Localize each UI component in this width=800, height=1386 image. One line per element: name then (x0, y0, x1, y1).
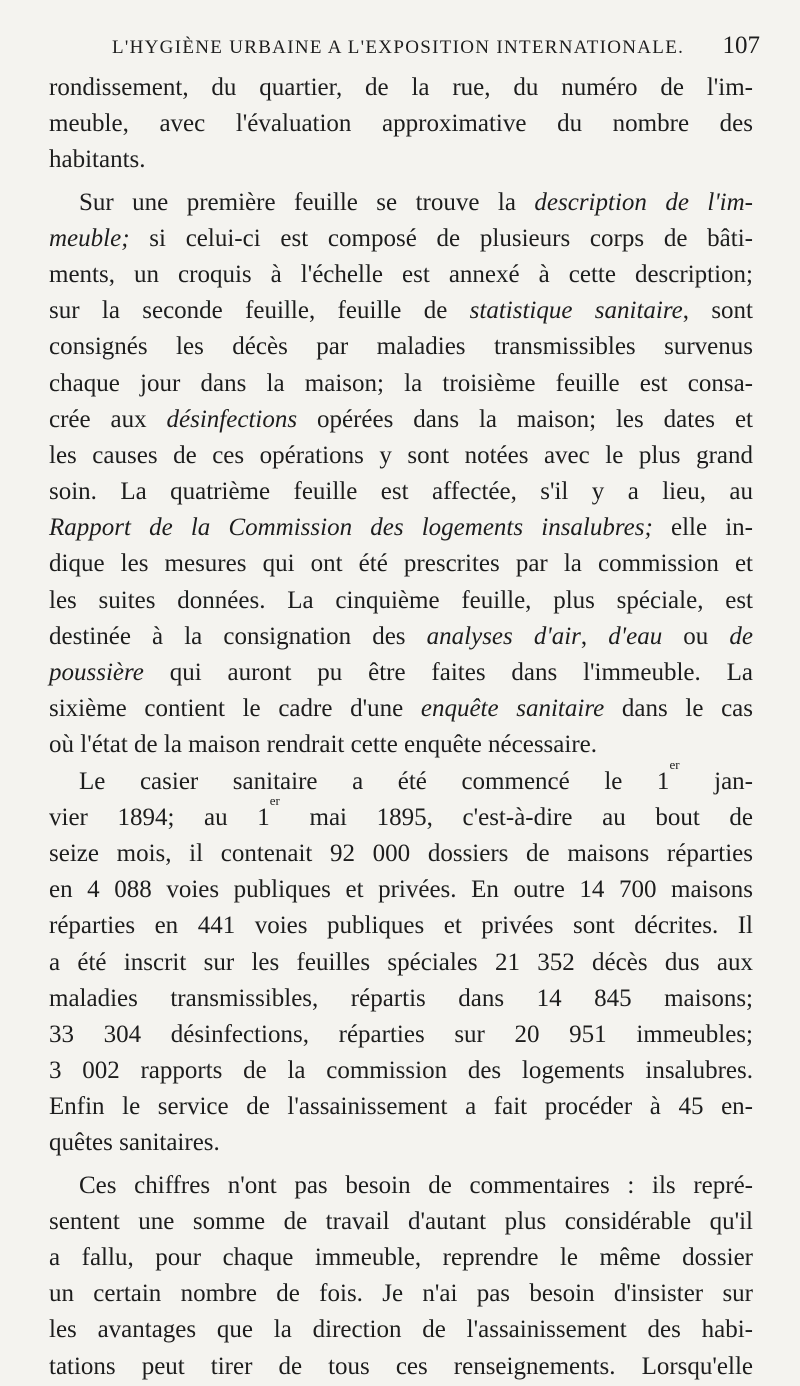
text-line (49, 1053, 753, 1089)
text-segment: si celui-ci est composé de plusieurs corps de bâti- (129, 224, 753, 252)
italic-text: Rapport de la Commission des logements insalubres; (49, 514, 653, 542)
text-segment: a fallu, pour chaque immeuble, reprendre le même dossier (49, 1244, 753, 1271)
text-segment: 3 002 rapports de la commission des logements insalubres. (49, 1057, 753, 1085)
italic-text: meuble; (49, 224, 130, 252)
text-line (49, 583, 753, 619)
text-line (49, 257, 753, 293)
text-line (49, 366, 753, 402)
text-line (49, 1276, 753, 1312)
text-segment: quêtes sanitaires. (49, 1129, 220, 1157)
italic-text: désinfections (166, 405, 298, 433)
text-line (49, 691, 753, 727)
text-line (49, 510, 753, 546)
text-segment: opérées dans la maison; les dates et (297, 405, 753, 433)
text-line (49, 1204, 753, 1240)
italic-text: poussière (49, 659, 144, 686)
text-segment: , sont (682, 297, 753, 325)
text-segment: mai 1895, c'est-à-dire au bout de (279, 803, 753, 831)
text-segment: rondissement, du quartier, de la rue, du numéro de l'im- (49, 74, 753, 101)
text-line (49, 70, 753, 106)
text-line (49, 402, 753, 438)
text-line (49, 727, 753, 763)
text-segment: soin. La quatrième feuille est affectée, s'il y a lieu, au (49, 478, 753, 506)
text-line (49, 1168, 753, 1204)
text-segment: jan- (679, 767, 753, 795)
text-line (49, 1089, 753, 1125)
text-line (49, 106, 753, 142)
superscript: er (269, 793, 280, 809)
text-line (49, 981, 753, 1017)
text-line (49, 142, 753, 178)
superscript: er (669, 757, 680, 773)
text-segment: destinée à la consignation des (49, 622, 427, 650)
italic-text: de (729, 622, 754, 650)
text-segment: vier 1894; au 1 (49, 803, 270, 831)
text-line (49, 793, 753, 836)
text-line (49, 872, 753, 908)
text-segment: les avantages que la direction de l'assainissement des habi- (49, 1316, 753, 1344)
text-segment: , (580, 622, 609, 650)
text-segment: maladies transmissibles, répartis dans 14 845 maisons; (49, 984, 753, 1012)
text-segment: 33 304 désinfections, réparties sur 20 951 immeubles; (49, 1020, 753, 1048)
text-segment: Ces chiffres n'ont pas besoin de commentaires : ils repré- (79, 1171, 753, 1199)
italic-text: description de l'im- (534, 188, 754, 216)
text-line (49, 293, 753, 329)
text-line (49, 836, 753, 872)
text-segment: chaque jour dans la maison; la troisième feuille est consa- (49, 369, 753, 397)
text-line (49, 1017, 753, 1053)
text-line (49, 474, 753, 510)
text-line (49, 438, 753, 474)
text-segment: consignés les décès par maladies transmissibles survenus (49, 333, 753, 361)
text-segment: habitants. (49, 146, 146, 174)
page-number: 107 (722, 32, 760, 59)
text-line (49, 546, 753, 582)
text-segment: en 4 088 voies publiques et privées. En outre 14 700 maisons (49, 876, 753, 904)
italic-text: analyses d'air (426, 622, 581, 650)
text-line (49, 619, 753, 655)
text-segment: qui auront pu être faites dans l'immeuble. La (143, 659, 753, 686)
text-line (49, 329, 753, 365)
text-segment: Le casier sanitaire a été commencé le 1 (79, 767, 670, 795)
text-line (49, 185, 753, 221)
text-line (49, 757, 753, 800)
body-text (49, 70, 753, 1385)
running-title: L'HYGIÈNE URBAINE A L'EXPOSITION INTERNATIONALE. (112, 37, 685, 58)
text-line (49, 221, 753, 257)
text-segment: sixième contient le cadre d'une (49, 695, 421, 723)
text-segment: Sur une première feuille se trouve la (79, 188, 535, 216)
text-segment: les suites données. La cinquième feuille, plus spéciale, est (49, 586, 753, 614)
text-line (49, 1125, 753, 1161)
text-segment: elle in- (652, 514, 753, 542)
text-segment: Enfin le service de l'assainissement a fait procéder à 45 en- (49, 1093, 753, 1121)
text-segment: a été inscrit sur les feuilles spéciales 21 352 décès dus aux (49, 948, 753, 976)
text-segment: un certain nombre de fois. Je n'ai pas besoin d'insister sur (49, 1280, 753, 1308)
text-segment: seize mois, il contenait 92 000 dossiers de maisons réparties (49, 839, 753, 867)
text-segment: les causes de ces opérations y sont notées avec le plus grand (49, 441, 753, 469)
text-segment: où l'état de la maison rendrait cette enquête nécessaire. (49, 731, 597, 759)
text-segment: ments, un croquis à l'échelle est annexé à cette description; (49, 260, 753, 288)
italic-text: enquête sanitaire (420, 695, 605, 723)
text-line (49, 655, 753, 691)
text-segment: dans le cas (604, 695, 754, 723)
text-line (49, 1312, 753, 1348)
text-segment: ou (662, 622, 730, 650)
italic-text: d'eau (608, 622, 663, 650)
text-line (49, 1349, 753, 1385)
italic-text: statistique sanitaire (469, 297, 683, 325)
text-segment: dique les mesures qui ont été prescrites par la commission et (49, 550, 753, 578)
text-segment: sur la seconde feuille, feuille de (49, 297, 470, 325)
text-segment: meuble, avec l'évaluation approximative du nombre des (49, 110, 753, 138)
text-line (49, 908, 753, 944)
text-segment: crée aux (49, 405, 167, 433)
running-header (112, 32, 760, 60)
text-segment: réparties en 441 voies publiques et privées sont décrites. Il (49, 912, 753, 940)
text-segment: sentent une somme de travail d'autant plus considérable qu'il (49, 1207, 753, 1235)
text-line (49, 1240, 753, 1276)
text-segment: tations peut tirer de tous ces renseignements. Lorsqu'elle (49, 1352, 753, 1380)
text-line (49, 945, 753, 981)
